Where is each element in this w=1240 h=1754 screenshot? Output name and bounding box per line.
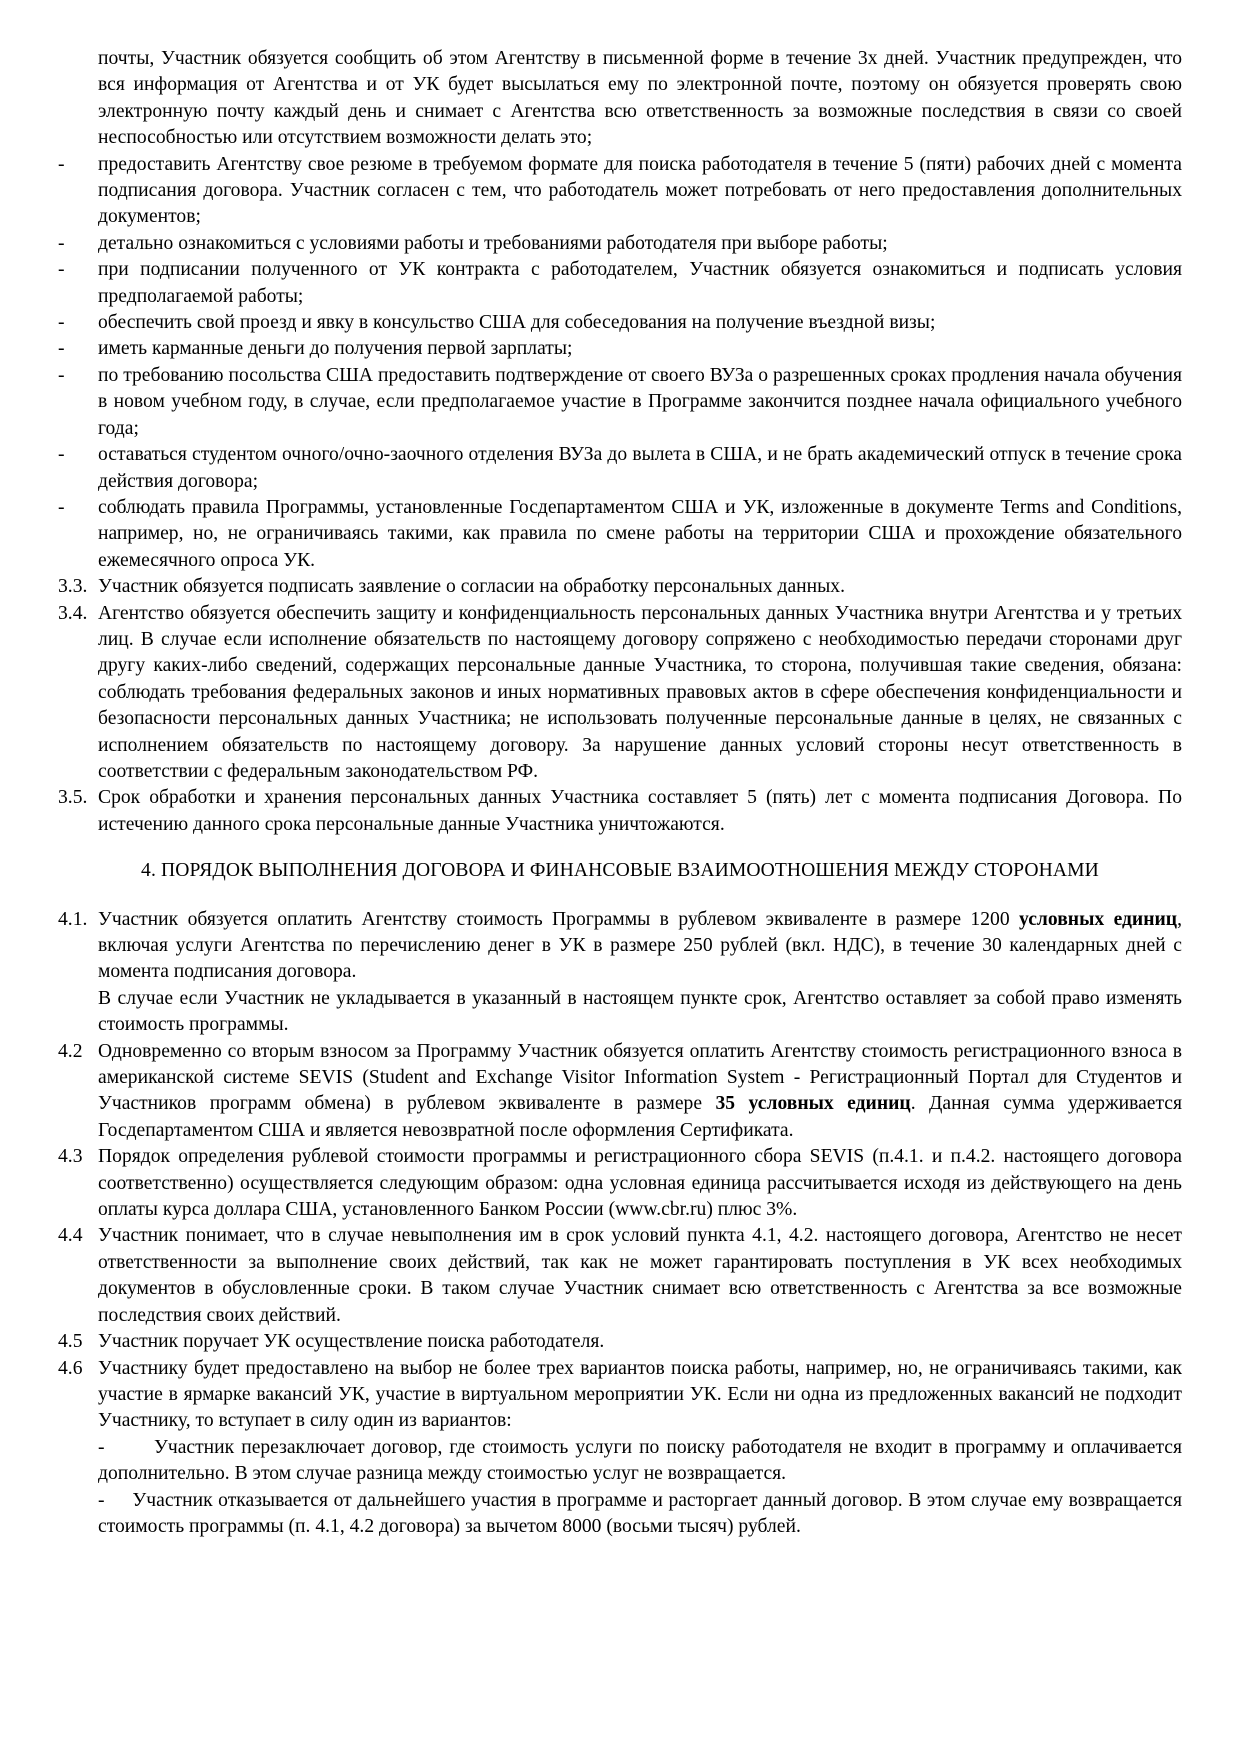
list-item: - при подписании полученного от УК контракта с работодателем, Участник обязуется ознакомиться и подписать условия предполагаемой работы;	[58, 259, 1182, 307]
bullet-dash: -	[58, 259, 65, 281]
list-item: - обеспечить свой проезд и явку в консульство США для собеседования на получение въездной визы;	[58, 310, 1182, 336]
bullet-dash: -	[58, 338, 65, 360]
bullet-dash: -	[58, 496, 65, 518]
list-item: - предоставить Агентству свое резюме в требуемом формате для поиска работодателя в течение 5 (пяти) рабочих дней с момента подписания договора. Участник согласен с тем, что работодатель может потребовать от него предоставления дополнительных документов;	[58, 153, 1182, 228]
bullet-dash: -	[58, 312, 65, 334]
clauses-section-4	[58, 907, 1182, 1541]
option-item: - Участник отказывается от дальнейшего участия в программе и расторгает данный договор. В этом случае ему возвращается стоимость программы (п. 4.1, 4.2 договора) за вычетом 8000 (восьми тысяч) рублей.	[98, 1489, 1182, 1537]
clause-4-2: 4.2 Одновременно со вторым взносом за Программу Участник обязуется оплатить Агентству стоимость регистрационного взноса в американской системе SEVIS (Student and Exchange Visitor Information System - Регистрационный Портал для Студентов и Участников программ обмена) в рублевом эквиваленте в размере 35 условных единиц. Данная сумма удерживается Госдепартаментом США и является невозвратной после оформления Сертификата.	[58, 1040, 1183, 1141]
clause-number: 4.5	[58, 1331, 83, 1353]
clause-4-1: 4.1. Участник обязуется оплатить Агентству стоимость Программы в рублевом эквиваленте в размере 1200 условных единиц, включая услуги Агентства по перечислению денег в УК в размере 250 рублей (вкл. НДС), в течение 30 календарных дней с момента подписания договора.	[58, 908, 1182, 983]
clause-number: 3.5.	[58, 787, 88, 809]
clause-3-4: 3.4. Агентство обязуется обеспечить защиту и конфиденциальность персональных данных Участника внутри Агентства и у третьих лиц. В случае если исполнение обязательств по настоящему договору сопряжено с необходимостью передачи сторонами друг другу каких-либо сведений, содержащих персональные данные Участника, то сторона, получившая такие сведения, обязана: соблюдать требования федеральных законов и иных нормативных правовых актов в сфере обеспечения конфиденциальности и безопасности персональных данных Участника; не использовать полученные персональные данные в целях, не связанных с исполнением обязательств по настоящему договору. За нарушение данных условий стороны несут ответственность в соответствии с федеральным законодательством РФ.	[58, 602, 1182, 782]
bullet-dash: -	[58, 153, 65, 175]
clause-number: 3.4.	[58, 602, 88, 624]
clause-number: 4.4	[58, 1225, 83, 1247]
clause-4-5: 4.5 Участник поручает УК осуществление поиска работодателя.	[58, 1329, 1182, 1355]
clause-4-6: 4.6 Участнику будет предоставлено на выбор не более трех вариантов поиска работы, например, но, не ограничиваясь такими, как участие в ярмарке вакансий УК, участие в виртуальном мероприятии УК. Если ни одна из предложенных вакансий не подходит Участнику, то вступает в силу один из вариантов:	[58, 1357, 1182, 1432]
bold-amount: условных единиц	[1019, 908, 1178, 930]
bullet-dash: -	[58, 364, 65, 386]
clauses-section-3	[58, 574, 1182, 838]
clause-4-1-note: В случае если Участник не укладывается в указанный в настоящем пункте срок, Агентство оставляет за собой право изменять стоимость программы.	[98, 987, 1182, 1036]
option-dash: -	[98, 1489, 105, 1511]
clause-4-4: 4.4 Участник понимает, что в случае невыполнения им в срок условий пункта 4.1, 4.2. настоящего договора, Агентство не несет ответственности за выполнение своих действий, так как не может гарантировать поступления в УК всех необходимых документов в обусловленные сроки. В таком случае Участник снимает всю ответственность с Агентства за все возможные последствия своих действий.	[58, 1225, 1182, 1326]
contract-page	[58, 46, 1182, 1540]
clause-number: 4.3	[58, 1146, 83, 1168]
clause-3-5: 3.5. Срок обработки и хранения персональных данных Участника составляет 5 (пять) лет с момента подписания Договора. По истечению данного срока персональные данные Участника уничтожаются.	[58, 787, 1182, 835]
list-item: - по требованию посольства США предоставить подтверждение от своего ВУЗа о разрешенных сроках продления начала обучения в новом учебном году, в случае, если предполагаемое участие в Программе закончится позднее начала официального учебного года;	[58, 364, 1182, 439]
list-item: - оставаться студентом очного/очно-заочного отделения ВУЗа до вылета в США, и не брать академический отпуск в течение срока действия договора;	[58, 444, 1182, 492]
list-item: - детально ознакомиться с условиями работы и требованиями работодателя при выборе работы;	[58, 231, 1182, 257]
bullet-dash: -	[58, 232, 65, 254]
clause-number: 4.1.	[58, 908, 88, 930]
list-item: - соблюдать правила Программы, установленные Госдепартаментом США и УК, изложенные в документе Terms and Conditions, например, но, не ограничиваясь такими, как правила по смене работы на территории США и прохождение обязательного ежемесячного опроса УК.	[58, 496, 1182, 571]
clause-number: 4.6	[58, 1357, 83, 1379]
option-item: - Участник перезаключает договор, где стоимость услуги по поиску работодателя не входит в программу и оплачивается дополнительно. В этом случае разница между стоимостью услуг не возвращается.	[98, 1436, 1182, 1485]
clause-number: 4.2	[58, 1040, 83, 1062]
intro-paragraph: почты, Участник обязуется сообщить об этом Агентству в письменной форме в течение 3х дней. Участник предупрежден, что вся информация от Агентства и от УК будет высылаться ему по электронной почте, поэтому он обязуется проверять свою электронную почту каждый день и снимает с Агентства всю ответственность за возможные последствия в связи со своей неспособностью или отсутствием возможности делать это;	[98, 48, 1182, 149]
bullet-dash: -	[58, 444, 65, 466]
clause-3-3: 3.3. Участник обязуется подписать заявление о согласии на обработку персональных данных.	[58, 574, 1182, 600]
list-item: - иметь карманные деньги до получения первой зарплаты;	[58, 336, 1182, 362]
bold-amount: 35 условных единиц	[715, 1093, 911, 1115]
clause-4-6-options	[58, 1435, 1182, 1541]
option-dash: -	[98, 1436, 105, 1458]
obligations-list	[58, 152, 1182, 575]
clause-4-3: 4.3 Порядок определения рублевой стоимости программы и регистрационного сбора SEVIS (п.4.1. и п.4.2. настоящего договора соответственно) осуществляется следующим образом: одна условная единица рассчитывается исходя из действующего на день оплаты курса доллара США, установленного Банком России (www.cbr.ru) плюс 3%.	[58, 1146, 1182, 1221]
section-4-title: 4. ПОРЯДОК ВЫПОЛНЕНИЯ ДОГОВОРА И ФИНАНСОВЫЕ ВЗАИМООТНОШЕНИЯ МЕЖДУ СТОРОНАМИ	[141, 860, 1099, 882]
clause-number: 3.3.	[58, 576, 88, 598]
